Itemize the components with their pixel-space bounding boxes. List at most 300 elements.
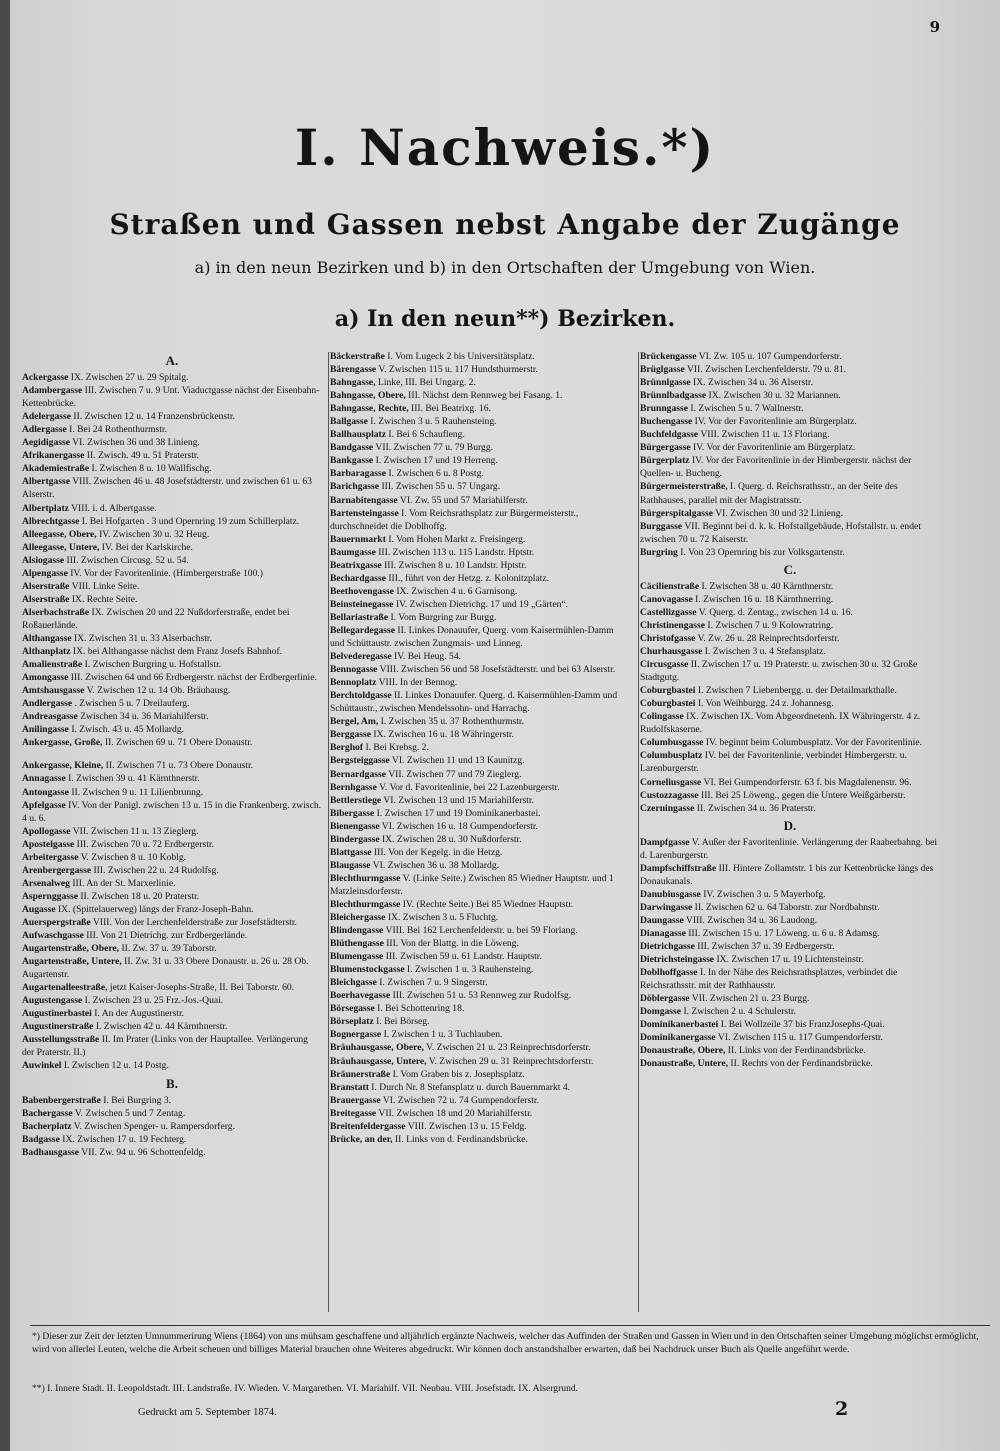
- street-name: Arbeitergasse: [22, 851, 79, 863]
- alphabet-letter-heading: D.: [783, 817, 797, 833]
- street-name: Bürgergasse: [640, 442, 691, 454]
- street-name: Apfelgasse: [22, 799, 66, 811]
- street-entry: [640, 836, 940, 862]
- street-name: Adlergasse: [22, 424, 67, 436]
- street-entry: [22, 1133, 322, 1146]
- street-access-text: IX. (Spittelauerweg) längs der Franz-Joseph-Bahn.: [55, 903, 254, 915]
- page-subsubtitle: a) in den neun Bezirken und b) in den Ortschaften der Umgebung von Wien.: [194, 258, 816, 277]
- street-name: Amongasse: [22, 672, 69, 684]
- street-entry: [22, 916, 322, 929]
- street-entry: [22, 981, 322, 994]
- street-name: Adambergasse: [22, 385, 83, 397]
- alphabet-letter-heading: A.: [165, 353, 179, 368]
- street-name: Bernardgasse: [330, 768, 386, 780]
- street-name: Alleegasse, Untere,: [22, 541, 100, 553]
- street-name: Börseplatz: [330, 1016, 374, 1028]
- street-entry: [330, 1015, 630, 1028]
- street-name: Althangasse: [22, 632, 72, 644]
- street-name: Berghof: [330, 742, 364, 754]
- street-entry: [330, 689, 630, 715]
- page-number: 9: [929, 18, 940, 36]
- street-name: Berggasse: [330, 729, 372, 741]
- street-name: Custozzagasse: [640, 789, 699, 801]
- street-access-text: VI. Zwischen 13 und 15 Mariahilferstr.: [381, 794, 534, 806]
- street-access-text: VI. Zw. 105 u. 107 Gumpendorferstr.: [696, 351, 842, 362]
- street-entry: [330, 715, 630, 728]
- street-entry: [22, 502, 322, 515]
- street-name: Blüthengasse: [330, 938, 384, 950]
- street-entry: [330, 415, 630, 428]
- street-name: Coburgbastei: [640, 685, 696, 697]
- street-access-text: I. Vom Lugeck 2 bis Universitätsplatz.: [384, 351, 535, 362]
- street-name: Bahngasse, Obere,: [330, 390, 406, 402]
- street-name: Canovagasse: [640, 593, 693, 605]
- street-entry: [330, 441, 630, 454]
- street-name: Augustengasse: [22, 995, 83, 1007]
- street-entry: [22, 658, 322, 671]
- street-name: Bartensteingasse: [330, 507, 399, 519]
- street-entry: [640, 749, 940, 775]
- street-name: Doblhoffgasse: [640, 967, 698, 979]
- street-name: Bandgasse: [330, 442, 374, 454]
- street-access-text: VII. Zwischen 77 und 79 Zieglerg.: [385, 768, 522, 780]
- street-access-text: I. Bei 6 Schaufleng.: [385, 429, 465, 441]
- street-entry: [330, 585, 630, 598]
- street-entry: [330, 494, 630, 507]
- street-entry: [330, 846, 630, 859]
- street-entry: [640, 789, 940, 802]
- street-entry: [640, 684, 940, 697]
- street-name: Dietrichsteingasse: [640, 954, 715, 966]
- street-name: Bräuhausgasse, Untere,: [330, 1055, 427, 1067]
- street-name: Bechardgasse: [330, 572, 386, 584]
- street-access-text: III. Zwischen 64 und 66 Erdbergerstr. nächst der Erdbergerlinie.: [68, 672, 317, 684]
- street-entry: [640, 363, 940, 376]
- street-name: Bürgermeisterstraße,: [640, 481, 728, 493]
- street-entry: [22, 877, 322, 890]
- footnote-star: *) Dieser zur Zeit der letzten Umnummerirung Wiens (1864) von uns mühsam geschaffene und alljährlich ergänzte Nachweis, welcher das Auffinden der Straßen und Gassen in Wien und in den Ortschaften seiner Umgebung möglichst ermöglicht, wird von allerlei Leuten, welche die Arbeit scheuen und billiges Material brauchen ohne Weiteres abgedruckt. Wir können doch anstandshalber erwarten, daß bei Nachdruck unser Buch als Quelle angeführt werde.: [32, 1331, 979, 1355]
- street-name: Bankgasse: [330, 455, 374, 467]
- street-entry: [22, 593, 322, 606]
- street-entry: [330, 650, 630, 663]
- street-entry: [640, 454, 940, 480]
- street-name: Albrechtgasse: [22, 515, 80, 527]
- street-access-text: I. Zwischen 8 u. 10 Wallfischg.: [89, 463, 212, 475]
- street-access-text: VIII. Zwischen 46 u. 48 Josefstädterstr. und zwischen 61 u. 63 Alserstr.: [22, 476, 312, 501]
- street-access-text: IX. Zwischen 17 u. 19 Lichtensteinstr.: [714, 954, 864, 966]
- street-entry: [330, 1002, 630, 1015]
- street-name: Afrikanergasse: [22, 450, 85, 462]
- street-name: Alserstraße: [22, 580, 70, 592]
- street-entry: [640, 736, 940, 749]
- street-name: Börsegasse: [330, 1003, 375, 1015]
- street-entry: [640, 415, 940, 428]
- street-access-text: IX. Zwischen 20 und 22 Nußdorferstraße, endet bei Roßauerlände.: [22, 606, 290, 631]
- street-entry: [22, 697, 322, 710]
- document-page: [10, 0, 1000, 1451]
- street-entry: [640, 1031, 940, 1044]
- street-access-text: Zwischen 34 u. 36 Mariahilferstr.: [77, 711, 209, 723]
- street-access-text: VI. Zwischen 30 und 32 Linieng.: [713, 507, 843, 519]
- street-entry: [330, 389, 630, 402]
- street-entry: [330, 376, 630, 389]
- street-entry: [640, 546, 940, 559]
- street-access-text: I. Bei Burgring 3.: [100, 1094, 172, 1106]
- street-name: Bellegardegasse: [330, 624, 396, 636]
- street-access-text: III. Zwischen 113 u. 115 Landstr. Hptstr.: [375, 546, 535, 558]
- street-access-text: I. Zwischen 38 u. 40 Kärnthnerstr.: [699, 580, 834, 592]
- street-entry: [330, 768, 630, 781]
- street-entry: [22, 838, 322, 851]
- street-access-text: I. Zwischen 6 u. 8 Postg.: [385, 468, 484, 480]
- street-access-text: IX. Zwischen 27 u. 29 Spitalg.: [68, 372, 189, 384]
- street-name: Amalienstraße: [22, 659, 83, 671]
- street-access-text: I. Bei Schottenring 18.: [374, 1003, 465, 1015]
- street-entry: [640, 901, 940, 914]
- street-access-text: VII. Zwischen 21 u. 23 Burgg.: [689, 993, 810, 1005]
- street-access-text: IV. Vor der Favoritenlinie am Bürgerplatz.: [690, 442, 856, 454]
- street-name: Althanplatz: [22, 646, 71, 658]
- street-access-text: I. Zwischen 5 u. 7 Wallnerstr.: [687, 403, 804, 415]
- street-access-text: I. Zwischen 7 u. 9 Kolowratring.: [705, 619, 834, 631]
- street-entry: [330, 820, 630, 833]
- street-entry: [330, 1094, 630, 1107]
- street-name: Coburgbastei: [640, 698, 696, 710]
- street-name: Alpengasse: [22, 567, 68, 579]
- street-entry: [22, 671, 322, 684]
- street-access-text: II. Linkes Donauufer. Querg. d. Kaisermühlen-Damm und Schüttaustr., zwischen Mendelssohn- und Harrachg.: [330, 690, 618, 715]
- street-access-text: III. Zwischen 51 u. 53 Rennweg zur Rudolfsg.: [390, 990, 572, 1002]
- street-name: Döblergasse: [640, 993, 690, 1005]
- street-access-text: I. Querg. d. Reichsrathsstr., an der Seite des Rathhauses, parallel mit der Magistratsstr.: [640, 481, 898, 506]
- street-name: Albertgasse: [22, 476, 70, 488]
- street-access-text: II. Rechts von der Ferdinandsbrücke.: [728, 1058, 873, 1070]
- street-access-text: VI. Zwischen 72 u. 74 Gumpendorferstr.: [380, 1094, 539, 1106]
- street-entry: [22, 528, 322, 541]
- street-access-text: V. Zwischen Spenger- u. Rampersdorferg.: [71, 1120, 235, 1132]
- entry-spacer: [22, 749, 322, 759]
- street-access-text: VII. Zw. 94 u. 96 Schottenfeldg.: [79, 1146, 206, 1158]
- street-access-text: III. Von der Blattg. in die Löweng.: [383, 938, 519, 950]
- street-entry: [640, 520, 940, 546]
- street-access-text: I. Vom Reichsrathsplatz zur Bürgermeisterstr., durchschneidet die Doblhoffg.: [330, 507, 579, 532]
- street-entry: [330, 507, 630, 533]
- street-access-text: II. Zwischen 34 u. 36 Praterstr.: [694, 802, 816, 814]
- street-entry: [22, 541, 322, 554]
- street-access-text: IX. Zwischen 3 u. 5 Fluchtg.: [385, 912, 499, 924]
- street-name: Barbaragasse: [330, 468, 386, 480]
- street-access-text: V. Zwischen 21 u. 23 Reinprechtsdorferstr.: [423, 1042, 591, 1054]
- street-name: Augustinerstraße: [22, 1021, 94, 1033]
- street-entry: [330, 350, 630, 363]
- street-entry: [22, 567, 322, 580]
- street-name: Augartenstraße, Obere,: [22, 943, 120, 955]
- street-entry: [640, 1057, 940, 1070]
- street-entry: [640, 507, 940, 520]
- street-name: Breitenfeldergasse: [330, 1120, 406, 1132]
- index-column-3: [640, 350, 940, 1071]
- street-name: Bellariastraße: [330, 611, 389, 623]
- street-entry: [22, 449, 322, 462]
- street-access-text: III. Zwischen 70 u. 72 Erdbergerstr.: [74, 838, 214, 850]
- street-name: Beethovengasse: [330, 585, 394, 597]
- street-entry: [22, 903, 322, 916]
- street-name: Columbusgasse: [640, 737, 704, 749]
- street-access-text: I. Bei Hofgarten . 3 und Opernring 19 zum Schillerplatz.: [79, 515, 300, 527]
- street-name: Brünnlgasse: [640, 377, 691, 389]
- street-access-text: I. Zwischen 2 u. 4 Schulerstr.: [681, 1006, 796, 1018]
- street-entry: [330, 859, 630, 872]
- street-access-text: IV. bei der Favoritenlinie, verbindet Himbergerstr. u. Larenburgerstr.: [640, 750, 907, 775]
- street-entry: [330, 741, 630, 754]
- street-name: Blaugasse: [330, 859, 371, 871]
- street-name: Bleichergasse: [330, 912, 386, 924]
- street-access-text: VII. Beginnt bei d. k. k. Hofstallgebäude, Hofstallstr. u. endet zwischen 70 u. 72 Kaiserstr.: [640, 520, 921, 545]
- street-entry: [640, 953, 940, 966]
- street-entry: [330, 976, 630, 989]
- street-name: Augustinerbastei: [22, 1008, 92, 1020]
- street-entry: [22, 772, 322, 785]
- street-entry: [640, 710, 940, 736]
- street-name: Breitegasse: [330, 1107, 377, 1119]
- street-access-text: IX. Zwischen 17 u. 19 Fechterg.: [59, 1133, 187, 1145]
- street-entry: [22, 436, 322, 449]
- street-access-text: VI. Zwischen 115 u. 117 Gumpendorferstr.: [715, 1032, 883, 1044]
- street-name: Burggasse: [640, 520, 683, 532]
- street-name: Augartenalleestraße,: [22, 982, 108, 994]
- street-access-text: I. Zwischen 7 u. 9 Singerstr.: [376, 977, 488, 989]
- street-entry: [640, 888, 940, 901]
- street-access-text: III. Bei 25 Löweng., gegen die Untere Weißgärberstr.: [698, 789, 906, 801]
- index-column-1: [22, 350, 322, 1159]
- street-entry: [22, 994, 322, 1007]
- alphabet-letter-heading: B.: [166, 1075, 178, 1091]
- street-entry: [640, 606, 940, 619]
- street-name: Beinsteinegasse: [330, 598, 394, 610]
- street-name: Boerhavegasse: [330, 990, 391, 1002]
- street-name: Barichgasse: [330, 481, 380, 493]
- street-entry: [640, 645, 940, 658]
- page-edge-shadow: [0, 0, 10, 1451]
- street-name: Akademiestraße: [22, 463, 90, 475]
- street-name: Bacherplatz: [22, 1120, 72, 1132]
- street-access-text: I. Zwischen 1 u. 3 Rauhensteing.: [404, 964, 534, 976]
- street-name: Alserbachstraße: [22, 606, 90, 618]
- street-name: Bahngasse, Rechte,: [330, 403, 409, 415]
- street-name: Bienengasse: [330, 820, 380, 832]
- street-entry: [330, 467, 630, 480]
- street-entry: [22, 890, 322, 903]
- street-name: Apostelgasse: [22, 838, 75, 850]
- street-access-text: I. Vom Graben bis z. Josephsplatz.: [390, 1068, 525, 1080]
- street-entry: [330, 898, 630, 911]
- street-entry: [640, 802, 940, 815]
- page-title: I. Nachweis.*): [294, 118, 716, 177]
- street-entry: [22, 410, 322, 423]
- street-entry: [640, 697, 940, 710]
- street-name: Bergsteiggasse: [330, 755, 390, 767]
- street-entry: [22, 384, 322, 410]
- street-entry: [640, 940, 940, 953]
- street-entry: [330, 794, 630, 807]
- street-access-text: IV. Vor der Favoritenlinie in der Himbergerstr. nächst der Quellen- u. Bucheng.: [640, 455, 912, 480]
- street-entry: [330, 1055, 630, 1068]
- street-access-text: VIII. Bei 162 Lerchenfelderstr. u. bei 59 Floriang.: [383, 925, 578, 937]
- alphabet-letter-heading: C.: [783, 561, 797, 577]
- street-access-text: III. Zwischen 15 u. 17 Löweng. u. 6 u. 8 Adamsg.: [685, 928, 880, 940]
- street-name: Dampfschiffstraße: [640, 862, 717, 874]
- column-divider: [638, 352, 639, 1312]
- street-access-text: I. Vom Burgring zur Burgg.: [388, 611, 497, 623]
- street-name: Dianagasse: [640, 928, 686, 940]
- street-name: Ankergasse, Große,: [22, 737, 103, 749]
- street-entry: [640, 1005, 940, 1018]
- street-access-text: IX. Zwischen 4 u. 6 Garnisong.: [393, 585, 518, 597]
- street-name: Bernhgasse: [330, 781, 377, 793]
- street-name: Domgasse: [640, 1006, 682, 1018]
- street-access-text: II. Links von d. Ferdinandsbrücke.: [392, 1133, 528, 1145]
- street-access-text: VII. Zwischen 18 und 20 Mariahilferstr.: [376, 1107, 533, 1119]
- section-heading: a) In den neun**) Bezirken.: [334, 306, 676, 332]
- street-entry: [22, 723, 322, 736]
- street-access-text: III. Zwischen 7 u. 9 Unt. Viaductgasse nächst der Eisenbahn-Kettenbrücke.: [22, 385, 320, 410]
- street-name: Bibergasse: [330, 807, 375, 819]
- street-name: Alleegasse, Obere,: [22, 528, 97, 540]
- street-entry: [22, 942, 322, 955]
- street-entry: [330, 1133, 630, 1146]
- street-access-text: V. (Linke Seite.) Zwischen 85 Wiedner Hauptstr. und 1 Matzleinsdorferstr.: [330, 872, 614, 897]
- street-entry: [330, 363, 630, 376]
- street-entry: [330, 533, 630, 546]
- street-access-text: IX. Zwischen IX. Vom Abgeordnetenh. IX Währingerstr. 4 z. Rudolfskaserne.: [640, 711, 921, 736]
- street-entry: [640, 402, 940, 415]
- street-name: Bärengasse: [330, 364, 377, 376]
- street-entry: [330, 963, 630, 976]
- street-access-text: VI. Zwischen 36 u. 38 Mollardg.: [370, 859, 500, 871]
- street-entry: [330, 572, 630, 585]
- street-entry: [640, 927, 940, 940]
- street-entry: [330, 950, 630, 963]
- street-name: Amtshausgasse: [22, 685, 85, 697]
- street-entry: [22, 580, 322, 593]
- street-name: Antongasse: [22, 786, 69, 798]
- street-entry: [640, 632, 940, 645]
- street-access-text: jetzt Kaiser-Josephs-Straße, II. Bei Taborstr. 60.: [107, 982, 295, 994]
- street-access-text: VIII. Zwischen 34 u. 36 Laudong.: [683, 914, 818, 926]
- street-access-text: VII. Zwischen Lerchenfelderstr. 79 u. 81.: [684, 364, 847, 376]
- street-entry: [22, 1120, 322, 1133]
- street-entry: [330, 624, 630, 650]
- footnote-doublestar: **) I. Innere Stadt. II. Leopoldstadt. III. Landstraße. IV. Wieden. V. Margarethen. VI. Mariahilf. VII. Neubau. VIII. Josefstadt. IX. Alsergrund.: [32, 1383, 579, 1394]
- street-entry: [640, 1018, 940, 1031]
- street-name: Badhausgasse: [22, 1146, 80, 1158]
- street-access-text: IX. bei Althangasse nächst dem Franz Josefs Bahnhof.: [70, 646, 283, 658]
- street-entry: [22, 632, 322, 645]
- street-entry: [330, 1120, 630, 1133]
- street-access-text: II. Zw. 37 u. 39 Taborstr.: [119, 943, 217, 955]
- street-access-text: I. Zwischen 42 u. 44 Kärnthnerstr.: [93, 1021, 228, 1033]
- street-entry: [330, 1081, 630, 1094]
- street-name: Bennoplatz: [330, 677, 377, 689]
- street-access-text: I. Bei 24 Rothenthurmstr.: [66, 424, 167, 436]
- street-name: Badgasse: [22, 1133, 60, 1145]
- street-access-text: IV. Vor der Favoritenlinie am Bürgerplatz.: [692, 416, 857, 428]
- street-entry: [640, 428, 940, 441]
- street-name: Colingasse: [640, 711, 684, 723]
- street-name: Bürgerplatz: [640, 455, 690, 467]
- street-entry: [640, 776, 940, 789]
- street-name: Corneliusgasse: [640, 776, 702, 788]
- street-access-text: V. Außer der Favoritenlinie. Verlängerung der Raaberbahng. bei d. Larenburgerstr.: [640, 836, 938, 861]
- street-name: Berchtoldgasse: [330, 690, 392, 702]
- street-access-text: IV. Zwischen 30 u. 32 Heug.: [96, 528, 210, 540]
- street-name: Ausstellungsstraße: [22, 1034, 100, 1046]
- street-access-text: III. Von der Kegelg. in die Hetzg.: [371, 846, 503, 858]
- street-access-text: II. Zw. 31 u. 33 Obere Donaustr. u. 26 u. 28 Ob. Augartenstr.: [22, 956, 309, 981]
- street-entry: [22, 759, 322, 772]
- street-access-text: IV. Zwischen Dietrichg. 17 und 19 „Gärten“.: [393, 598, 569, 610]
- street-access-text: IV. Bei der Karlskirche.: [99, 541, 193, 553]
- street-name: Anilingasse: [22, 724, 69, 736]
- street-entry: [330, 546, 630, 559]
- street-name: Danubiusgasse: [640, 888, 701, 900]
- street-name: Auerspergstraße: [22, 916, 91, 928]
- street-access-text: I. Bei Börseg.: [373, 1016, 430, 1028]
- street-access-text: II. Zwischen 69 u. 71 Obere Donaustr.: [102, 737, 253, 749]
- street-entry: [22, 554, 322, 567]
- street-entry: [330, 663, 630, 676]
- street-entry: [22, 1020, 322, 1033]
- street-access-text: VIII. i. d. Albertgasse.: [68, 502, 157, 514]
- street-name: Bräunerstraße: [330, 1068, 391, 1080]
- street-name: Arenbergergasse: [22, 864, 92, 876]
- street-name: Beatrixgasse: [330, 559, 382, 571]
- street-access-text: III., führt von der Hetzg. z. Kolonitzplatz.: [385, 572, 550, 584]
- street-entry: [640, 1044, 940, 1057]
- street-entry: [640, 914, 940, 927]
- street-access-text: VI. Zwischen 11 und 13 Kaunitzg.: [389, 755, 525, 767]
- street-access-text: I. Zwisch. 43 u. 45 Mollardg.: [68, 724, 185, 736]
- street-entry: [330, 754, 630, 767]
- street-entry: [330, 611, 630, 624]
- street-access-text: II. Zwischen 17 u. 19 Praterstr. u. zwischen 30 u. 32 Große Stadtgutg.: [640, 659, 918, 684]
- street-name: Buchengasse: [640, 416, 693, 428]
- street-name: Blechthurmgasse: [330, 872, 401, 884]
- street-access-text: I. Von Weihburgg. 24 z. Johannesg.: [695, 698, 834, 710]
- street-access-text: VIII. Zwischen 11 u. 13 Floriang.: [698, 429, 830, 441]
- street-entry: [22, 371, 322, 384]
- street-access-text: I. Durch Nr. 8 Stefansplatz u. durch Bauernmarkt 4.: [368, 1081, 571, 1093]
- street-name: Annagasse: [22, 773, 66, 785]
- street-entry: [330, 924, 630, 937]
- street-access-text: I. Zwischen Burgring u. Hofstallstr.: [82, 659, 222, 671]
- street-access-text: IV. Von der Panigl. zwischen 13 u. 15 in die Frankenberg. zwisch. 4 u. 6.: [22, 799, 322, 824]
- street-name: Babenbergerstraße: [22, 1094, 101, 1106]
- street-access-text: VIII. Zwischen 56 und 58 Josefstädterstr. und bei 63 Alserstr.: [377, 664, 616, 676]
- street-access-text: III. Bei Beatrixg. 16.: [408, 403, 491, 415]
- street-name: Branstatt: [330, 1081, 369, 1093]
- street-access-text: I. Zwischen 3 u. 4 Stefansplatz.: [702, 646, 826, 658]
- street-entry: [330, 833, 630, 846]
- street-name: Blechthurmgasse: [330, 898, 401, 910]
- street-entry: [22, 1146, 322, 1159]
- street-name: Aegidigasse: [22, 437, 70, 449]
- street-entry: [640, 376, 940, 389]
- street-name: Christinengasse: [640, 619, 706, 631]
- street-name: Barnabitengasse: [330, 494, 398, 506]
- street-entry: [640, 862, 940, 888]
- street-access-text: IV. beginnt beim Columbusplatz. Vor der Favoritenlinie.: [703, 737, 922, 749]
